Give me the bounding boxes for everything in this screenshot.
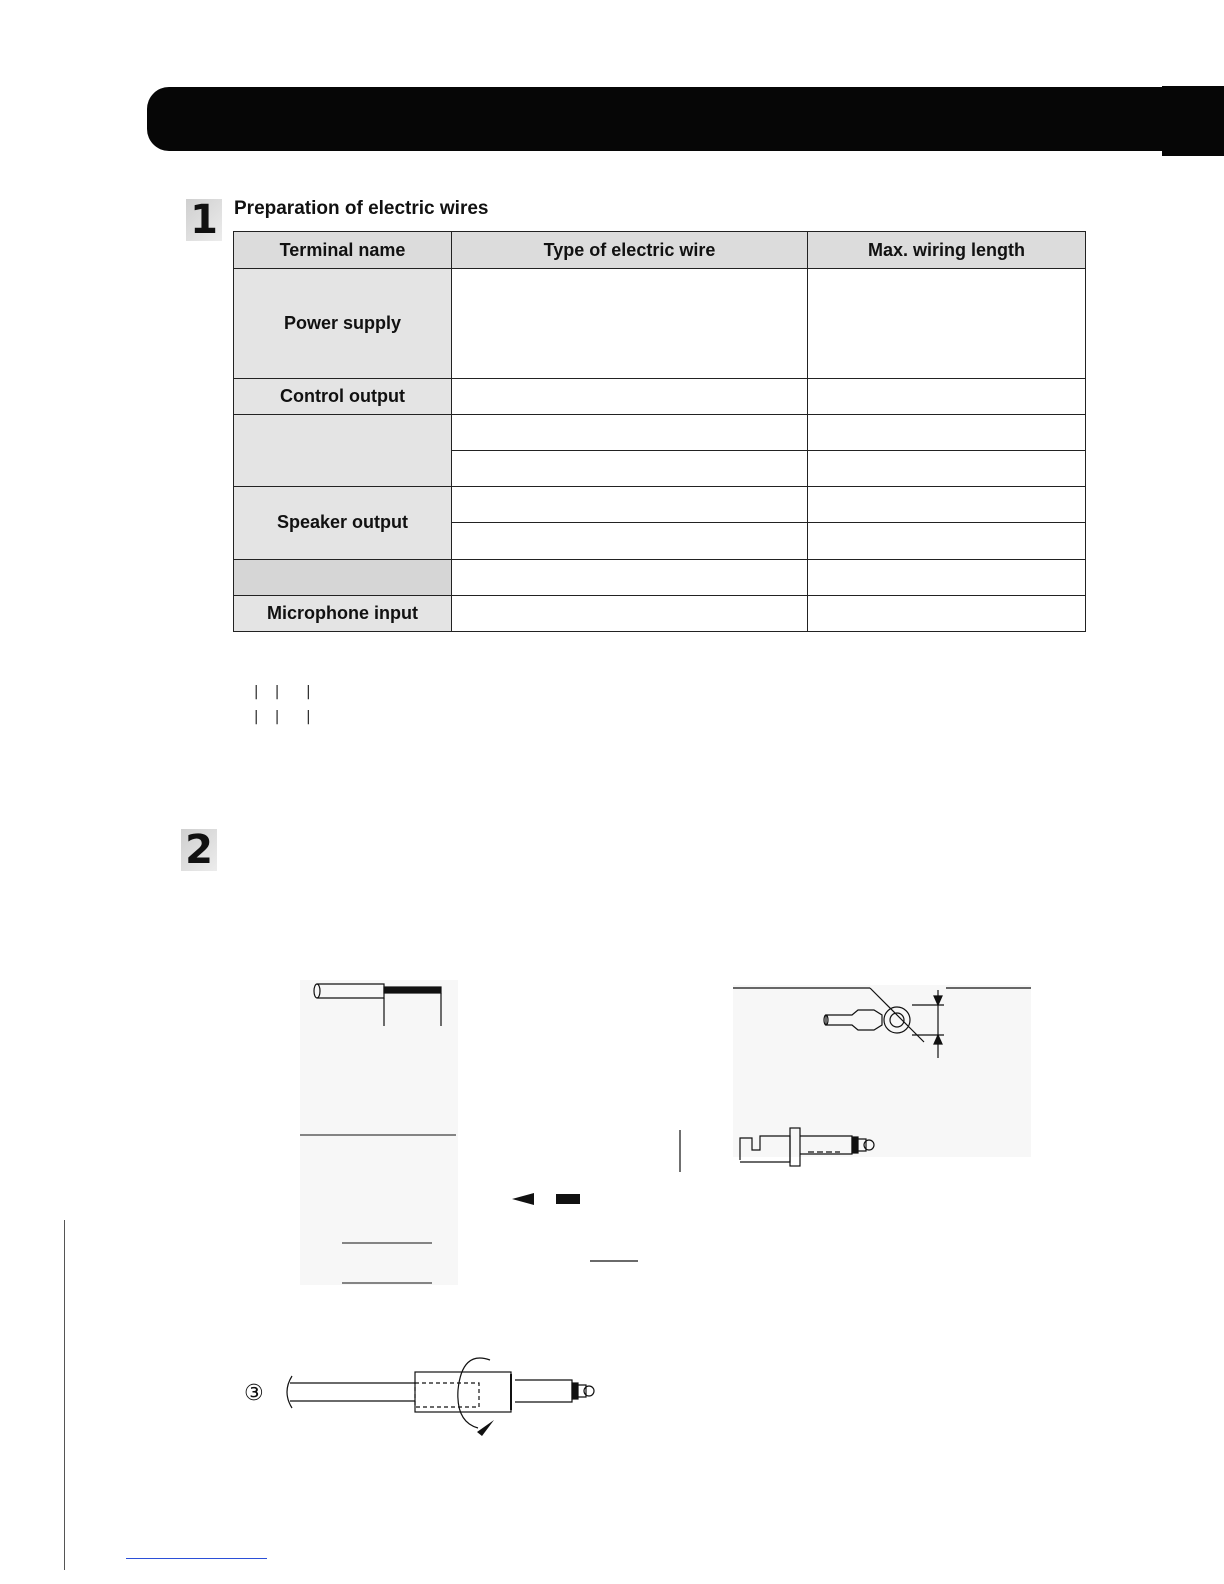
row-name-control-output: Control output [234, 378, 452, 414]
note-marks: | | | [252, 709, 315, 725]
header-max-length: Max. wiring length [808, 232, 1086, 269]
note-marks: | | | [252, 684, 315, 700]
arrow-legend [512, 1193, 638, 1261]
margin-line [64, 1220, 65, 1570]
plug-assembly-diagram [287, 1358, 594, 1436]
phone-plug-diagram [680, 1128, 874, 1172]
row-name-power-supply: Power supply [234, 269, 452, 379]
footer-link-line [126, 1558, 267, 1559]
row-name-speaker-output: Speaker output [234, 487, 452, 559]
ring-terminal-diagram [733, 988, 1031, 1058]
section-1-title: Preparation of electric wires [234, 198, 489, 219]
header-wire-type: Type of electric wire [452, 232, 808, 269]
step-3-marker: ③ [244, 1381, 264, 1406]
section-2-number: 2 [181, 829, 217, 871]
header-terminal-name: Terminal name [234, 232, 452, 269]
section-1-number: 1 [186, 199, 222, 241]
row-name-microphone-input: Microphone input [234, 595, 452, 631]
stripped-wire-diagram [300, 984, 456, 1283]
